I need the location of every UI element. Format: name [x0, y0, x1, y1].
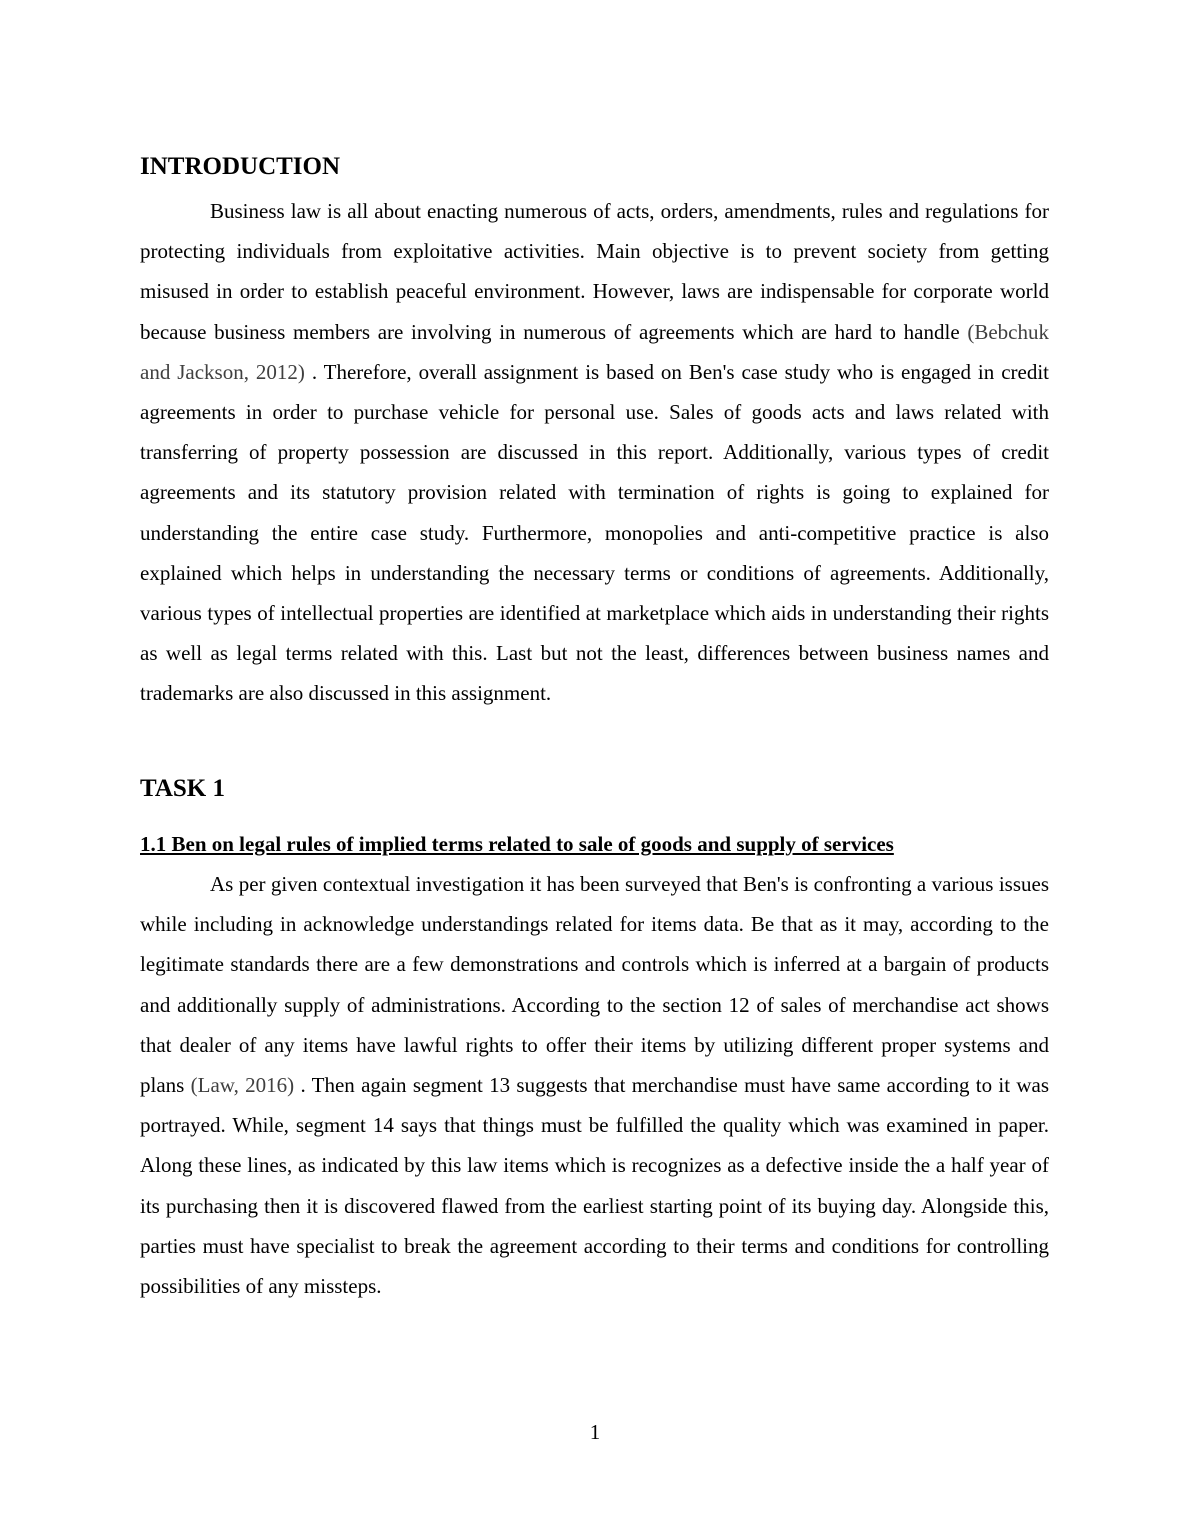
page-number: 1	[589, 1420, 601, 1444]
section-1-1-heading: 1.1 Ben on legal rules of implied terms related to sale of goods and supply of services	[140, 832, 894, 856]
section-1-1-text-part-1: As per given contextual investigation it has been surveyed that Ben's is confronting a various issues while including in acknowledge understandings related for items data. Be that as it may, according to the legitimate standards there are a few demonstrations and controls which is inferred at a bargain of products and additionally supply of administrations. According to the section 12 of sales of merchandise act shows that dealer of any items have lawful rights to offer their items by utilizing different proper systems and plans	[140, 872, 1049, 1098]
section-1-1-paragraph	[140, 864, 1049, 1306]
introduction-text-part-1: Business law is all about enacting numerous of acts, orders, amendments, rules and regulations for protecting individuals from exploitative activities. Main objective is to prevent society from getting misused in order to establish peaceful environment. However, laws are indispensable for corporate world because business members are involving in numerous of agreements which are hard to handle	[140, 199, 1049, 344]
section-1-1-text-part-2: . Then again segment 13 suggests that merchandise must have same according to it was portrayed. While, segment 14 says that things must be fulfilled the quality which was examined in paper. Along these lines, as indicated by this law items which is recognizes as a defective inside the a half year of its purchasing then it is discovered flawed from the earliest starting point of its buying day. Alongside this, parties must have specialist to break the agreement according to their terms and conditions for controlling possibilities of any missteps.	[140, 1073, 1050, 1299]
introduction-paragraph	[140, 191, 1049, 714]
citation-bebchuk-jackson: (Bebchuk and Jackson, 2012)	[140, 319, 1049, 384]
introduction-heading: INTRODUCTION	[140, 153, 341, 180]
task-1-heading: TASK 1	[140, 775, 225, 802]
citation-law: (Law, 2016)	[190, 1073, 295, 1098]
introduction-text-part-2: . Therefore, overall assignment is based on Ben's case study who is engaged in credit agreements in order to purchase vehicle for personal use. Sales of goods acts and laws related with transferring of property possession are discussed in this report. Additionally, various types of credit agreements and its statutory provision related with termination of rights is going to explained for understanding the entire case study. Furthermore, monopolies and anti-competitive practice is also explained which helps in understanding the necessary terms or conditions of agreements. Additionally, various types of intellectual properties are identified at marketplace which aids in understanding their rights as well as legal terms related with this. Last but not the least, differences between business names and trademarks are also discussed in this assignment.	[140, 359, 1049, 706]
